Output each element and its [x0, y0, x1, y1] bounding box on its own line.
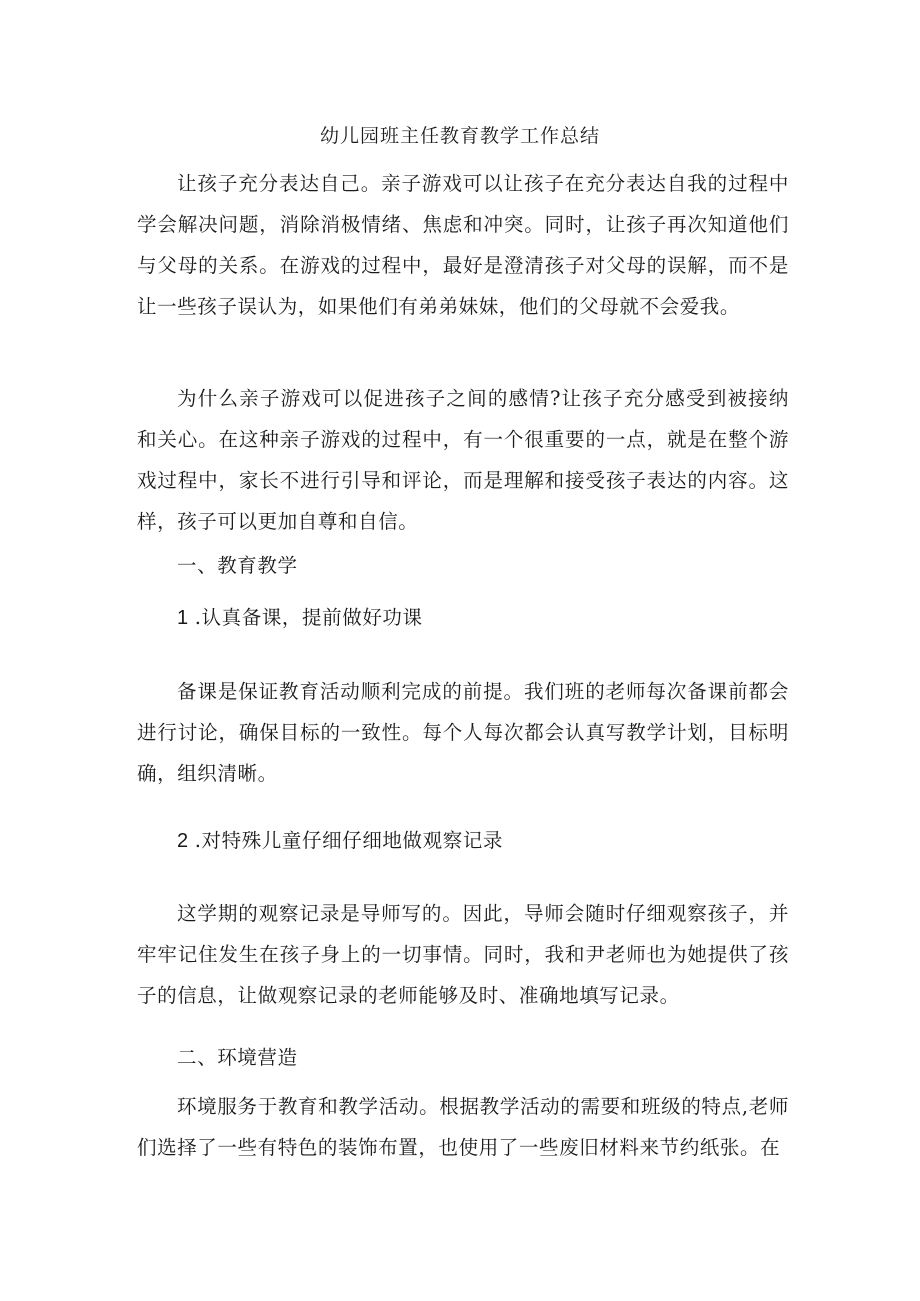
- subheading-number: 2: [177, 830, 189, 852]
- document-title: 幼儿园班主任教育教学工作总结: [319, 125, 600, 147]
- paragraph-environment: 环境服务于教育和教学活动。根据教学活动的需要和班级的特点,老师们选择了一些有特色的装饰布置，也使用了一些废旧材料来节约纸张。在: [137, 1095, 789, 1159]
- section-heading-education: 一、教育教学: [177, 554, 298, 577]
- subheading-lesson-prep: [177, 603, 423, 633]
- paragraph-parent-child-games: 为什么亲子游戏可以促进孩子之间的感情?让孩子充分感受到被接纳和关心。在这种亲子游戏的过程中，有一个很重要的一点，就是在整个游戏过程中，家长不进行引导和评论，而是理解和接受孩子表达的内容。这样，孩子可以更加自尊和自信。: [137, 387, 789, 533]
- paragraph-parent-child-expression: 让孩子充分表达自己。亲子游戏可以让孩子在充分表达自我的过程中学会解决问题，消除消极情绪、焦虑和冲突。同时，让孩子再次知道他们与父母的关系。在游戏的过程中，最好是澄清孩子对父母的误解，而不是让一些孩子误认为，如果他们有弟弟妹妹，他们的父母就不会爱我。: [137, 172, 789, 318]
- paragraph-observation-records: 这学期的观察记录是导师写的。因此，导师会随时仔细观察孩子，并牢牢记住发生在孩子身上的一切事情。同时，我和尹老师也为她提供了孩子的信息，让做观察记录的老师能够及时、准确地填写记录。: [137, 902, 789, 1007]
- subheading-number: 1: [177, 607, 189, 629]
- subheading-observation-records: [177, 826, 503, 856]
- section-heading-environment: 二、环境营造: [177, 1046, 298, 1069]
- paragraph-lesson-prep: 备课是保证教育活动顺利完成的前提。我们班的老师每次备课前都会进行讨论，确保目标的一致性。每个人每次都会认真写教学计划，目标明确，组织清晰。: [137, 680, 789, 785]
- subheading-text: .对特殊儿童仔细仔细地做观察记录: [194, 829, 504, 852]
- subheading-text: .认真备课，提前做好功课: [194, 606, 423, 629]
